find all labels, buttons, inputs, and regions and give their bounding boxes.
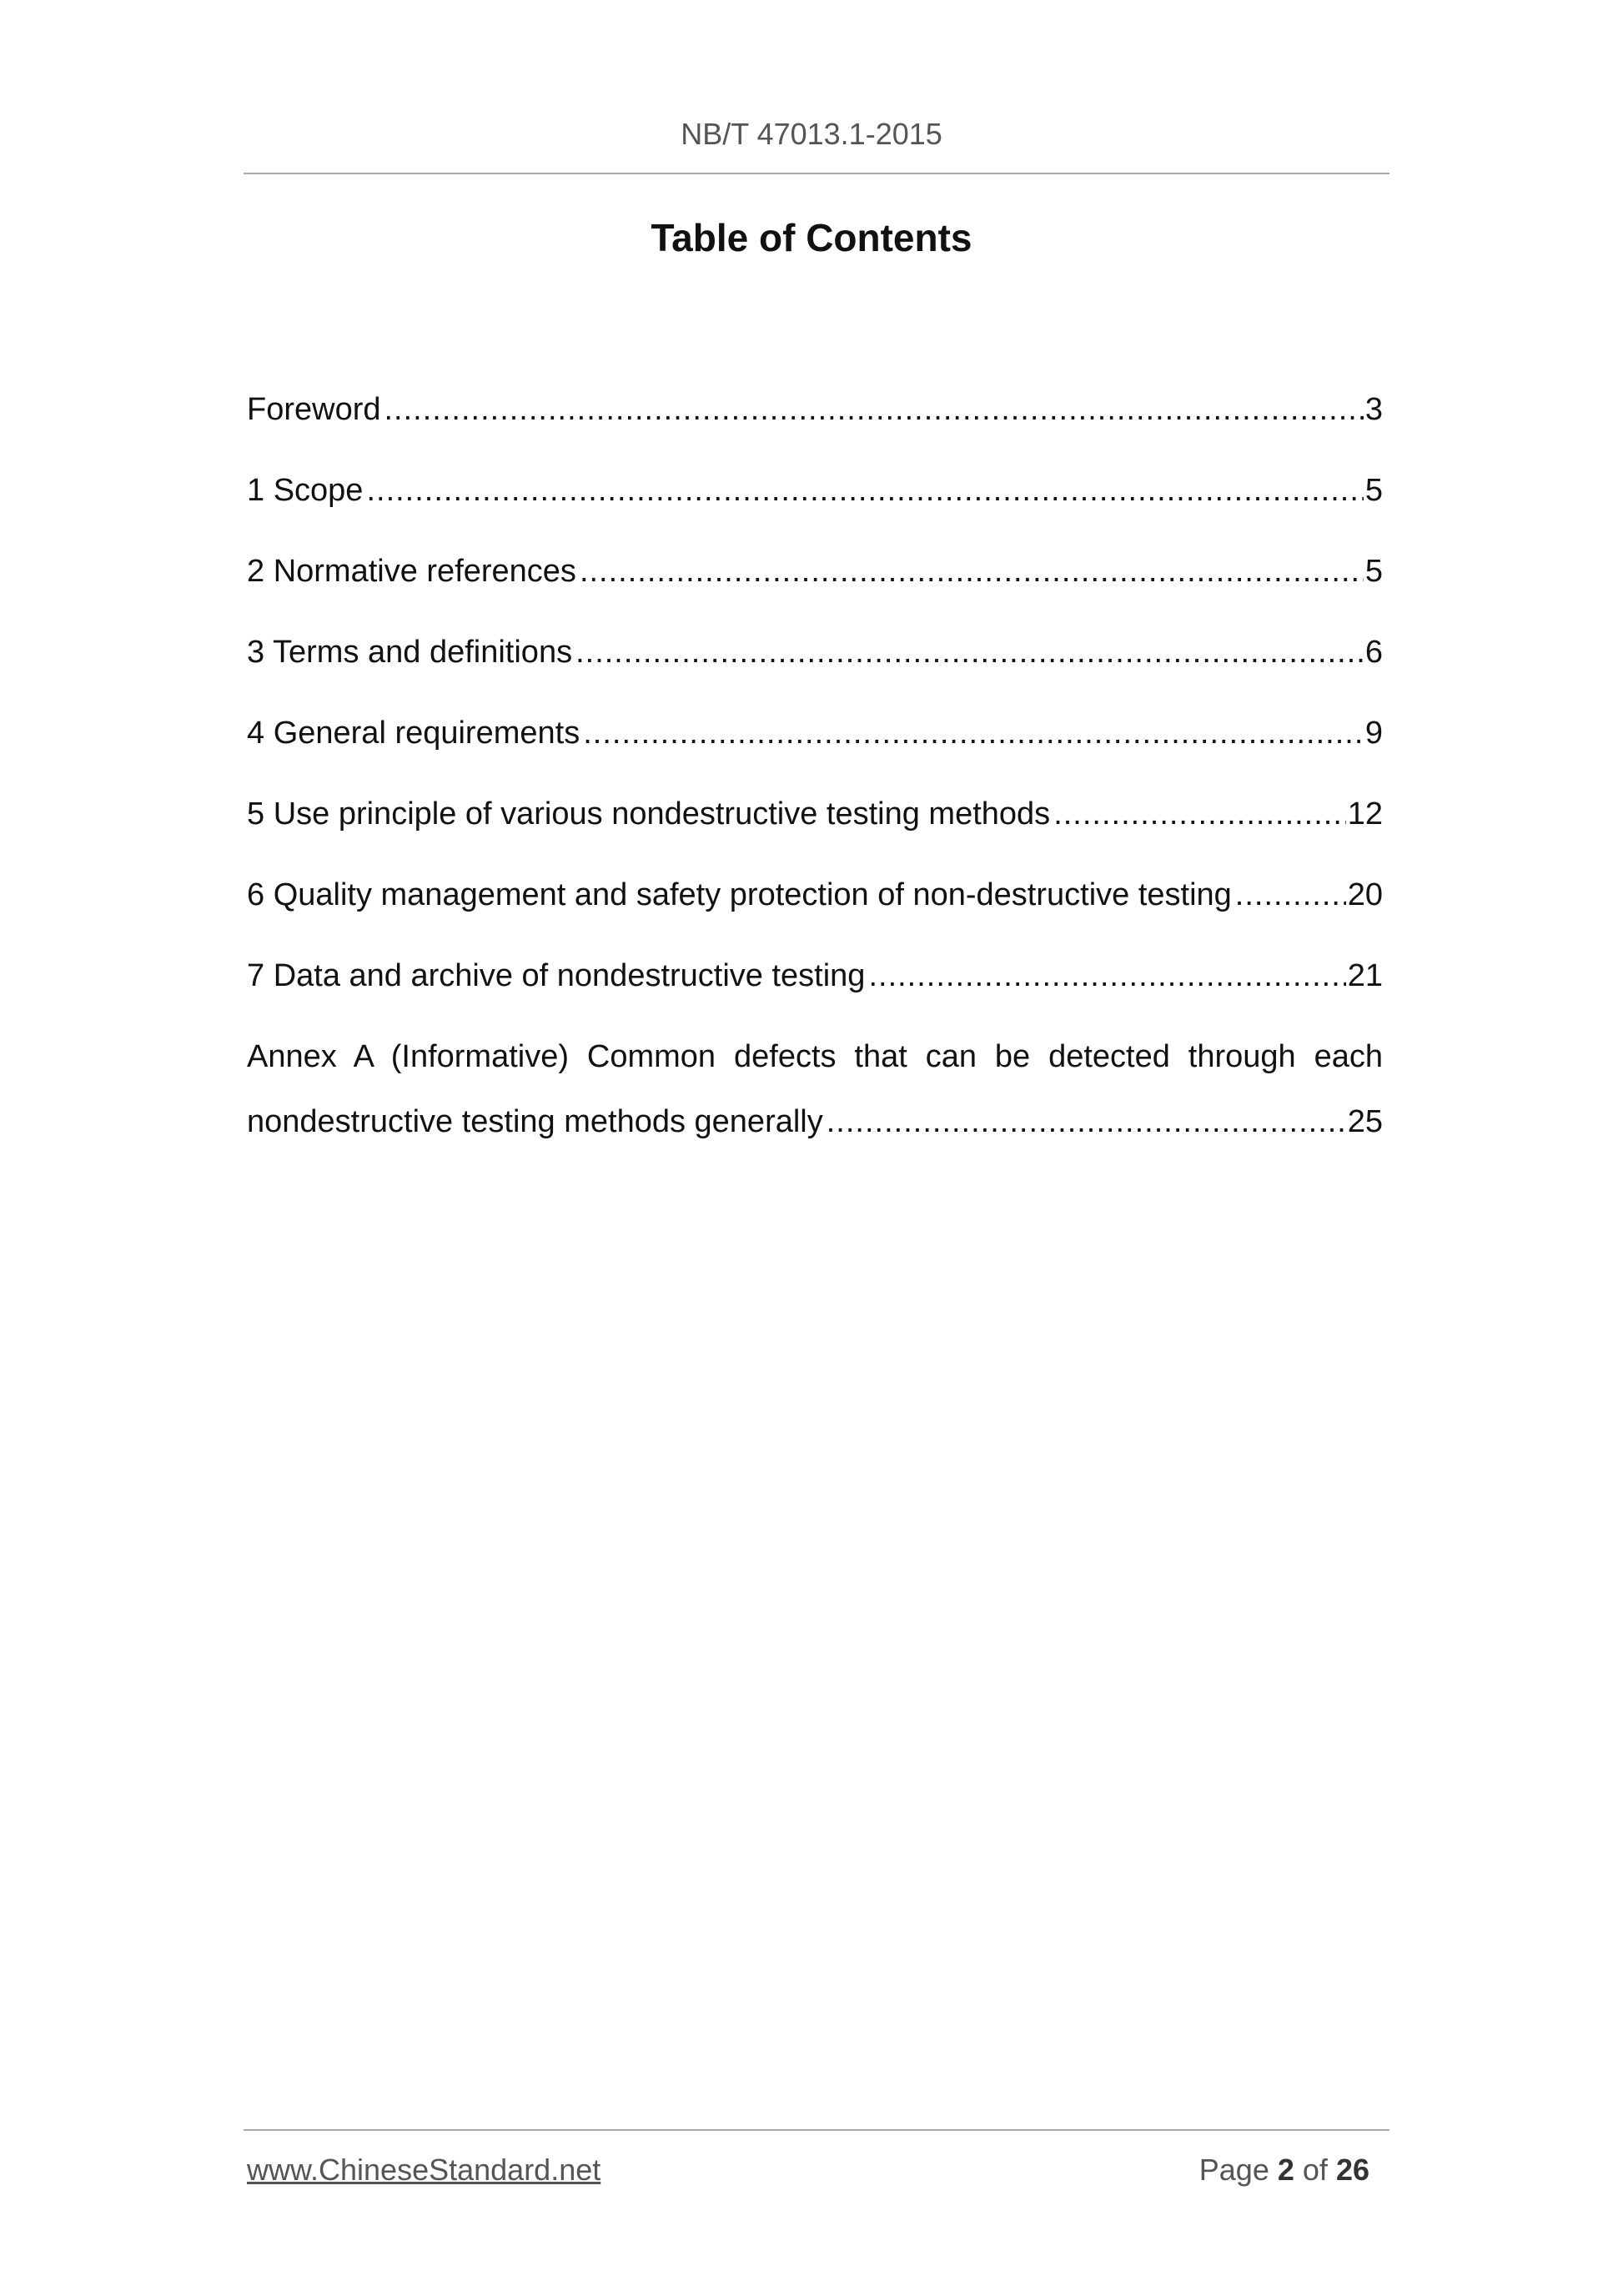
current-page-number: 2 [1277, 2153, 1294, 2187]
toc-entry-page: 25 [1347, 1104, 1383, 1139]
total-pages-number: 26 [1335, 2153, 1369, 2187]
toc-entry-annex-a[interactable] [247, 1037, 1383, 1141]
toc-entry-use-principle[interactable] [247, 795, 1383, 876]
toc-leader-dots [1235, 876, 1346, 914]
toc-entry-page: 3 [1364, 392, 1383, 427]
toc-entry-page: 12 [1347, 796, 1383, 831]
toc-leader-dots [384, 390, 1364, 429]
toc-entry-page: 6 [1364, 635, 1383, 670]
header-divider [244, 173, 1389, 174]
toc-entry-normative-references[interactable] [247, 552, 1383, 633]
toc-leader-dots [827, 1103, 1346, 1141]
toc-entry-page: 9 [1364, 716, 1383, 751]
toc-leader-dots [868, 957, 1345, 995]
toc-entry-label-line2: nondestructive testing methods generally [247, 1104, 823, 1139]
toc-entry-label: 4 General requirements [247, 716, 580, 751]
toc-leader-dots [366, 471, 1363, 510]
footer-page-indicator [1199, 2153, 1369, 2188]
toc-entry-label: 5 Use principle of various nondestructive testing methods [247, 796, 1051, 831]
toc-entry-page: 20 [1347, 877, 1383, 912]
toc-entry-label: 3 Terms and definitions [247, 635, 573, 670]
toc-entry-label: Foreword [247, 392, 381, 427]
page-prefix: Page [1198, 2153, 1269, 2187]
footer-divider [244, 2129, 1389, 2131]
footer-site-link[interactable]: www.ChineseStandard.net [247, 2153, 601, 2187]
toc-entry-scope[interactable] [247, 471, 1383, 552]
toc-entry-label: 1 Scope [247, 473, 364, 508]
page-separator: of [1302, 2153, 1328, 2187]
toc-entry-page: 5 [1364, 554, 1383, 589]
toc-list [247, 390, 1383, 1141]
toc-title: Table of Contents [651, 216, 972, 259]
toc-leader-dots [583, 714, 1364, 752]
toc-entry-data-archive[interactable] [247, 957, 1383, 1037]
toc-entry-quality-management[interactable] [247, 876, 1383, 957]
toc-entry-page: 5 [1364, 473, 1383, 508]
toc-leader-dots [1053, 795, 1346, 833]
toc-entry-general-requirements[interactable] [247, 714, 1383, 795]
toc-entry-label: 7 Data and archive of nondestructive testing [247, 958, 866, 993]
toc-entry-label-line1: Annex A (Informative) Common defects that can be detected through each [247, 1039, 1383, 1074]
toc-entry-foreword[interactable] [247, 390, 1383, 471]
toc-entry-page: 21 [1347, 958, 1383, 993]
toc-entry-label: 2 Normative references [247, 554, 576, 589]
toc-entry-label: 6 Quality management and safety protection of non-destructive testing [247, 877, 1232, 912]
toc-leader-dots [575, 633, 1364, 671]
toc-leader-dots [580, 552, 1364, 590]
toc-entry-terms-definitions[interactable] [247, 633, 1383, 714]
document-header-code: NB/T 47013.1-2015 [681, 117, 942, 151]
